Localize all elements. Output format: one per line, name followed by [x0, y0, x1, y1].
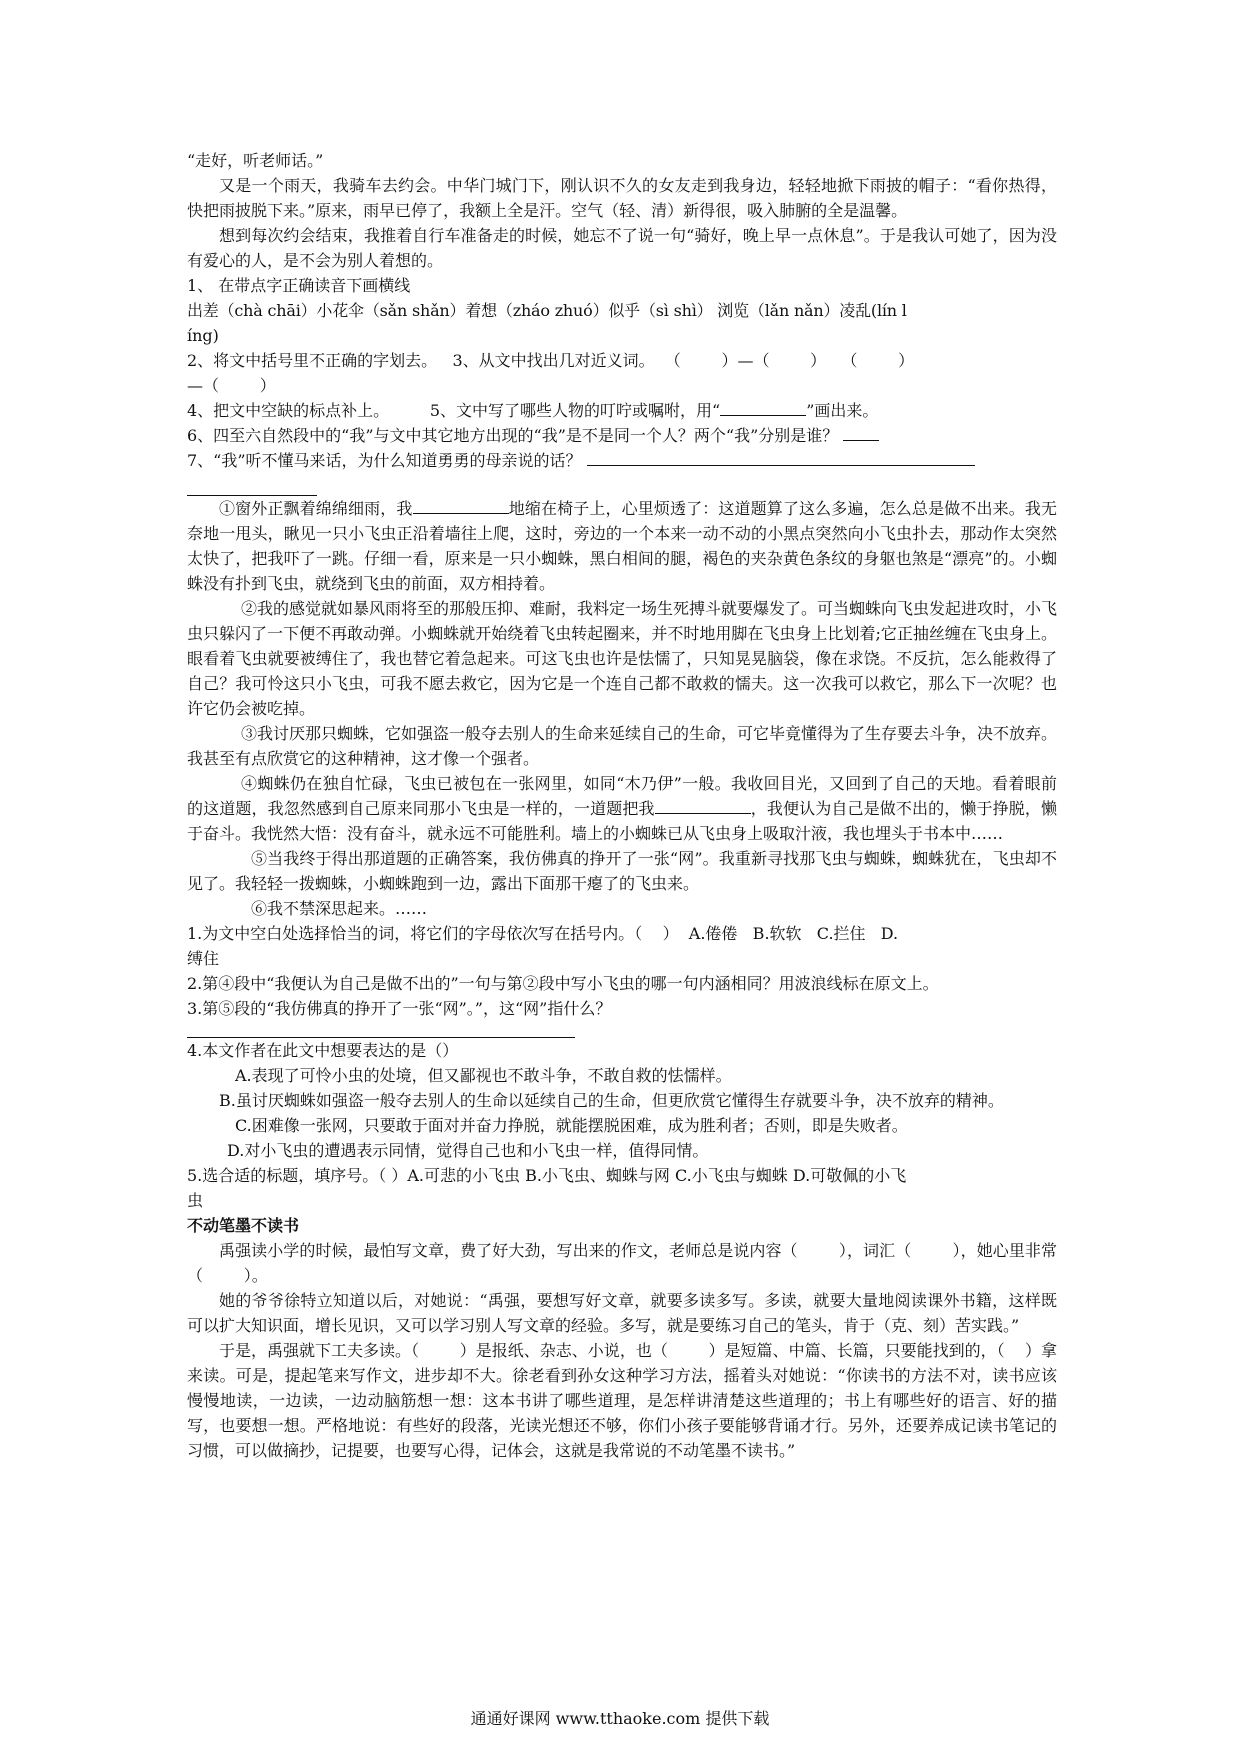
question-7: 7、“我”听不懂马来话，为什么知道勇勇的母亲说的话？: [187, 448, 1057, 473]
option-d: D.对小飞虫的遭遇表示同情，觉得自己也和小飞虫一样，值得同情。: [227, 1141, 709, 1160]
section-title: 不动笔墨不读书: [187, 1216, 300, 1235]
passage-question-5: 5.选合适的标题，填序号。（ ）A.可悲的小飞虫 B.小飞虫、蜘蛛与网 C.小飞虫与蜘蛛 D.可敬佩的小飞: [187, 1166, 907, 1185]
fill-blank: [413, 497, 509, 514]
passage-question-5-cont: 虫: [187, 1191, 204, 1210]
question-3-cont: —（ ）: [187, 376, 276, 395]
worksheet-page: [187, 148, 1057, 1463]
story-paragraph-2: 她的爷爷徐特立知道以后，对她说：“禹强，要想写好文章，就要多读多写。多读，就要大量地阅读课外书籍，这样既可以扩大知识面，增长见识，又可以学习别人写文章的经验。多写，就是要练习自己的笔头，肯于（克、刻）苦实践。”: [187, 1291, 1057, 1335]
blank-line: [720, 399, 806, 416]
passage-paragraph-6: ⑥我不禁深思起来。……: [251, 899, 428, 918]
question-6: 6、四至六自然段中的“我”与文中其它地方出现的“我”是不是同一个人？两个“我”分别是谁？: [187, 423, 1057, 448]
paragraph: 想到每次约会结束，我推着自行车准备走的时候，她忘不了说一句“骑好，晚上早一点休息”。于是我认可她了，因为没有爱心的人，是不会为别人着想的。: [187, 226, 1057, 270]
question-2-3: 2、将文中括号里不正确的字划去。 3、从文中找出几对近义词。 （ ）—（ ） （ ）: [187, 351, 915, 370]
question-1-options: 出差（chà chāi）小花伞（sǎn shǎn）着想（zháo zhuó）似乎（sì shì） 浏览（lǎn nǎn）凌乱(lín l: [187, 301, 907, 320]
option-b: B.虽讨厌蜘蛛如强盗一般夺去别人的生命以延续自己的生命，但更欣赏它懂得生存就要斗争，决不放弃的精神。: [219, 1091, 1004, 1110]
passage-paragraph-4: ④蜘蛛仍在独自忙碌，飞虫已被包在一张网里，如同“木乃伊”一般。我收回目光，又回到了自己的天地。看着眼前的这道题，我忽然感到自己原来同那小飞虫是一样的，一道题把我 ，我便认为自己是做不出的，懒于挣脱，懒于奋斗。我恍然大悟：没有奋斗，就永远不可能胜利。墙上的小蜘蛛已从飞虫身上吸取汁液，我也埋头于书本中……: [187, 774, 1057, 843]
story-paragraph-1: 禹强读小学的时候，最怕写文章，费了好大劲，写出来的作文，老师总是说内容（ ），词汇（ ），她心里非常（ ）。: [187, 1241, 1057, 1285]
option-c: C.困难像一张网，只要敢于面对并奋力挣脱，就能摆脱困难，成为胜利者；否则，即是失败者。: [235, 1116, 908, 1135]
answer-blank: [843, 424, 879, 441]
passage-question-1: 1.为文中空白处选择恰当的词，将它们的字母依次写在括号内。（ ） A.倦倦 B.软软 C.拦住 D.: [187, 924, 899, 943]
passage-question-4: 4.本文作者在此文中想要表达的是（）: [187, 1041, 459, 1060]
question-4-5: 4、把文中空缺的标点补上。 5、文中写了哪些人物的叮咛或嘱咐，用“ ”画出来。: [187, 401, 879, 420]
story-paragraph-3: 于是，禹强就下工夫多读。（ ）是报纸、杂志、小说，也（ ）是短篇、中篇、长篇，只要能找到的，（ ）拿来读。可是，提起笔来写作文，进步却不大。徐老看到孙女这种学习方法，摇着头对她说：“你读书的方法不对，读书应该慢慢地读，一边读，一边动脑筋想一想：这本书讲了哪些道理，是怎样讲清楚这些道理的；书上有哪些好的语言、好的描写，也要想一想。严格地说：有些好的段落，光读光想还不够，你们小孩子要能够背诵才行。另外，还要养成记读书笔记的习惯，可以做摘抄，记提要，也要写心得，记体会，这就是我常说的不动笔墨不读书。”: [187, 1341, 1057, 1460]
fill-blank: [655, 797, 751, 814]
footer-source: 通通好课网 www.tthaoke.com 提供下载: [470, 1709, 770, 1728]
question-1: 1、 在带点字正确读音下画横线: [187, 276, 411, 295]
passage-question-3: 3.第⑤段的“我仿佛真的挣开了一张“网”。”，这“网”指什么？: [187, 999, 612, 1018]
passage-paragraph-1: ①窗外正飘着绵绵细雨，我 地缩在椅子上，心里烦透了：这道题算了这么多遍，怎么总是做不出来。我无奈地一甩头，瞅见一只小飞虫正沿着墙往上爬，这时，旁边的一个本来一动不动的小黑点突然向小飞虫扑去，那动作太突然太快了，把我吓了一跳。仔细一看，原来是一只小蜘蛛，黑白相间的腿，褐色的夹杂黄色条纹的身躯也煞是“漂亮”的。小蜘蛛没有扑到飞虫，就绕到飞虫的前面，双方相持着。: [187, 499, 1057, 593]
passage-question-2: 2.第④段中“我便认为自己是做不出的”一句与第②段中写小飞虫的哪一句内涵相同？用波浪线标在原文上。: [187, 974, 939, 993]
quote-line: “走好，听老师话。”: [187, 151, 324, 170]
answer-blank: [587, 449, 975, 466]
option-a: A.表现了可怜小虫的处境，但又鄙视也不敢斗争，不敢自救的怯懦样。: [235, 1066, 732, 1085]
passage-question-1-cont: 缚住: [187, 949, 220, 968]
passage-paragraph-3: ③我讨厌那只蜘蛛，它如强盗一般夺去别人的生命来延续自己的生命，可它毕竟懂得为了生存要去斗争，决不放弃。我甚至有点欣赏它的这种精神，这才像一个强者。: [187, 724, 1058, 768]
question-1-options-cont: íng): [187, 326, 219, 345]
passage-paragraph-2: ②我的感觉就如暴风雨将至的那般压抑、难耐，我料定一场生死搏斗就要爆发了。可当蜘蛛向飞虫发起进攻时，小飞虫只躲闪了一下便不再敢动弹。小蜘蛛就开始绕着飞虫转起圈来，并不时地用脚在飞虫身上比划着;它正抽丝缠在飞虫身上。眼看着飞虫就要被缚住了，我也替它着急起来。可这飞虫也许是怯懦了，只知晃晃脑袋，像在求饶。不反抗，怎么能救得了自己？我可怜这只小飞虫，可我不愿去救它，因为它是一个连自己都不敢救的懦夫。这一次我可以救它，那么下一次呢？也许它仍会被吃掉。: [187, 599, 1058, 718]
paragraph: 又是一个雨天，我骑车去约会。中华门城门下，刚认识不久的女友走到我身边，轻轻地掀下雨披的帽子：“看你热得，快把雨披脱下来。”原来，雨早已停了，我额上全是汗。空气（轻、清）新得很，吸入肺腑的全是温馨。: [187, 176, 1057, 220]
passage-paragraph-5: ⑤当我终于得出那道题的正确答案，我仿佛真的挣开了一张“网”。我重新寻找那飞虫与蜘蛛，蜘蛛犹在，飞虫却不见了。我轻轻一拨蜘蛛，小蜘蛛跑到一边，露出下面那干瘪了的飞虫来。: [187, 849, 1057, 893]
